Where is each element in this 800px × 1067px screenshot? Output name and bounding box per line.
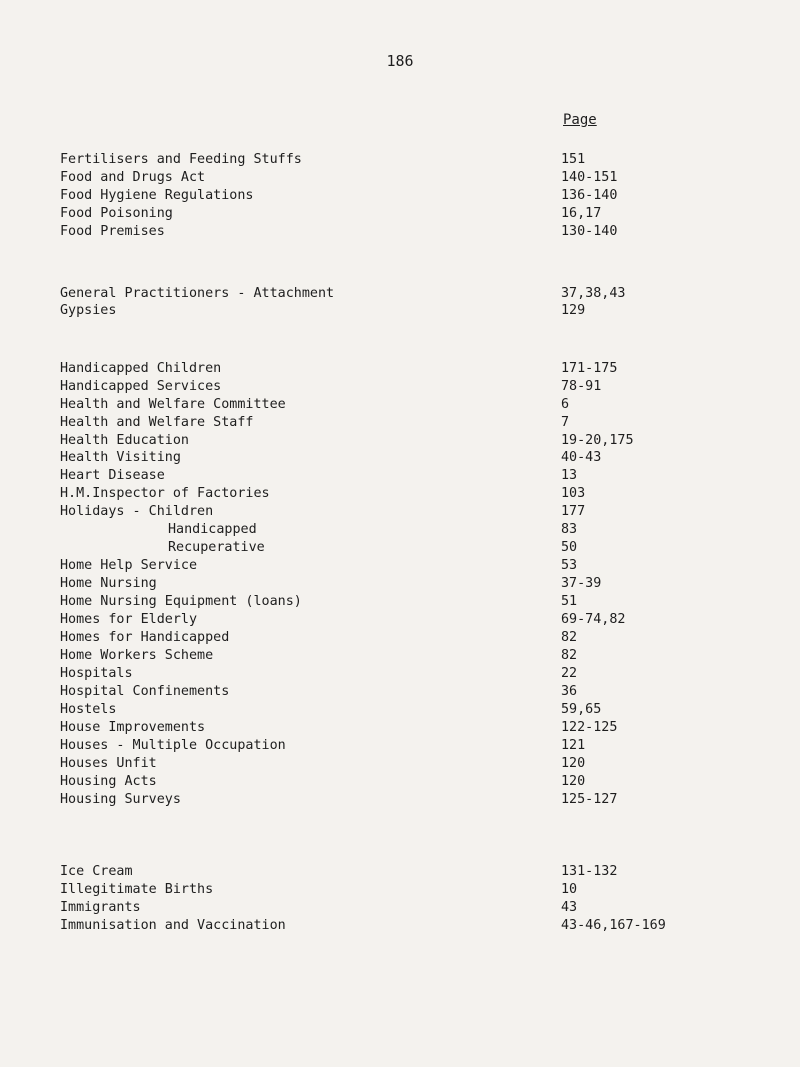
- index-term: Housing Surveys: [60, 792, 181, 807]
- index-term: Ice Cream: [60, 864, 133, 879]
- index-pages: 83: [561, 522, 578, 537]
- index-pages: 13: [561, 468, 578, 483]
- index-entry: [60, 647, 760, 665]
- index-entry: [60, 151, 760, 169]
- index-entry: [60, 223, 760, 241]
- index-pages: 22: [561, 666, 578, 681]
- index-pages: 40-43: [561, 450, 602, 465]
- index-pages: 120: [561, 774, 586, 789]
- index-term: Houses - Multiple Occupation: [60, 738, 286, 753]
- index-entry: [60, 899, 760, 917]
- index-entry: [60, 205, 760, 223]
- index-term: Hostels: [60, 702, 117, 717]
- index-pages: 59,65: [561, 702, 602, 717]
- index-term: Food Premises: [60, 224, 165, 239]
- index-term: General Practitioners - Attachment: [60, 286, 335, 301]
- index-pages: 6: [561, 397, 570, 412]
- index-entry: [60, 701, 760, 719]
- index-entry: [60, 396, 760, 414]
- index-term: Illegitimate Births: [60, 882, 214, 897]
- index-pages: 130-140: [561, 224, 618, 239]
- index-pages: 50: [561, 540, 578, 555]
- index-entry: [60, 773, 760, 791]
- index-term: Homes for Handicapped: [60, 630, 230, 645]
- index-pages: 131-132: [561, 864, 618, 879]
- index-pages: 19-20,175: [561, 433, 634, 448]
- index-pages: 120: [561, 756, 586, 771]
- index-term: Handicapped Services: [60, 379, 222, 394]
- index-term: Hospitals: [60, 666, 133, 681]
- index-term: Health Education: [60, 433, 189, 448]
- index-term: Recuperative: [168, 540, 265, 555]
- index-entry: [60, 521, 760, 539]
- index-pages: 36: [561, 684, 578, 699]
- index-entry: [60, 791, 760, 809]
- index-pages: 177: [561, 504, 586, 519]
- index-pages: 10: [561, 882, 578, 897]
- index-term: Home Help Service: [60, 558, 198, 573]
- index-term: Home Nursing Equipment (loans): [60, 594, 302, 609]
- index-entry: [60, 485, 760, 503]
- index-pages: 125-127: [561, 792, 618, 807]
- index-term: Handicapped: [168, 522, 257, 537]
- index-term: Holidays - Children: [60, 504, 214, 519]
- index-entry: [60, 169, 760, 187]
- index-entry: [60, 467, 760, 485]
- index-entry: [60, 575, 760, 593]
- index-term: Homes for Elderly: [60, 612, 198, 627]
- index-pages: 37,38,43: [561, 286, 626, 301]
- index-entry: [60, 360, 760, 378]
- index-entry: [60, 378, 760, 396]
- index-pages: 82: [561, 630, 578, 645]
- index-pages: 43: [561, 900, 578, 915]
- index-term: Houses Unfit: [60, 756, 157, 771]
- index-pages: 122-125: [561, 720, 618, 735]
- index-entry: [60, 593, 760, 611]
- index-term: Food Poisoning: [60, 206, 173, 221]
- index-entry: [60, 881, 760, 899]
- index-pages: 53: [561, 558, 578, 573]
- index-entry: [60, 187, 760, 205]
- index-term: Health Visiting: [60, 450, 181, 465]
- index-term: Housing Acts: [60, 774, 157, 789]
- index-term: Heart Disease: [60, 468, 165, 483]
- index-pages: 82: [561, 648, 578, 663]
- index-pages: 51: [561, 594, 578, 609]
- index-pages: 78-91: [561, 379, 602, 394]
- index-pages: 7: [561, 415, 570, 430]
- index-pages: 103: [561, 486, 586, 501]
- index-term: Fertilisers and Feeding Stuffs: [60, 152, 302, 167]
- index-pages: 136-140: [561, 188, 618, 203]
- index-term: Home Workers Scheme: [60, 648, 214, 663]
- index-entry: [60, 611, 760, 629]
- index-term: Immunisation and Vaccination: [60, 918, 286, 933]
- index-term: H.M.Inspector of Factories: [60, 486, 270, 501]
- index-entry: [60, 863, 760, 881]
- index-entry: [60, 719, 760, 737]
- index-term: Health and Welfare Staff: [60, 415, 254, 430]
- index-term: Food and Drugs Act: [60, 170, 206, 185]
- index-entry: [60, 302, 760, 320]
- index-pages: 69-74,82: [561, 612, 626, 627]
- index-pages: 140-151: [561, 170, 618, 185]
- index-term: Hospital Confinements: [60, 684, 230, 699]
- index-entry: [60, 629, 760, 647]
- index-entry: [60, 917, 760, 935]
- index-term: House Improvements: [60, 720, 206, 735]
- index-entry: [60, 285, 760, 303]
- index-pages: 151: [561, 152, 586, 167]
- index-entry: [60, 665, 760, 683]
- index-entry: [60, 755, 760, 773]
- page-number: 186: [386, 52, 414, 70]
- index-pages: 171-175: [561, 361, 618, 376]
- index-entry: [60, 737, 760, 755]
- index-entry: [60, 414, 760, 432]
- index-pages: 16,17: [561, 206, 602, 221]
- index-term: Immigrants: [60, 900, 141, 915]
- index-entry: [60, 449, 760, 467]
- index-pages: 121: [561, 738, 586, 753]
- index-term: Home Nursing: [60, 576, 157, 591]
- index-entry: [60, 683, 760, 701]
- index-entry: [60, 503, 760, 521]
- index-term: Gypsies: [60, 303, 117, 318]
- index-pages: 43-46,167-169: [561, 918, 666, 933]
- index-term: Handicapped Children: [60, 361, 222, 376]
- index-term: Health and Welfare Committee: [60, 397, 286, 412]
- index-pages: 129: [561, 303, 586, 318]
- index-entry: [60, 539, 760, 557]
- page-column-header: Page: [563, 112, 597, 128]
- index-entry: [60, 432, 760, 450]
- index-entry: [60, 557, 760, 575]
- index-pages: 37-39: [561, 576, 602, 591]
- index-term: Food Hygiene Regulations: [60, 188, 254, 203]
